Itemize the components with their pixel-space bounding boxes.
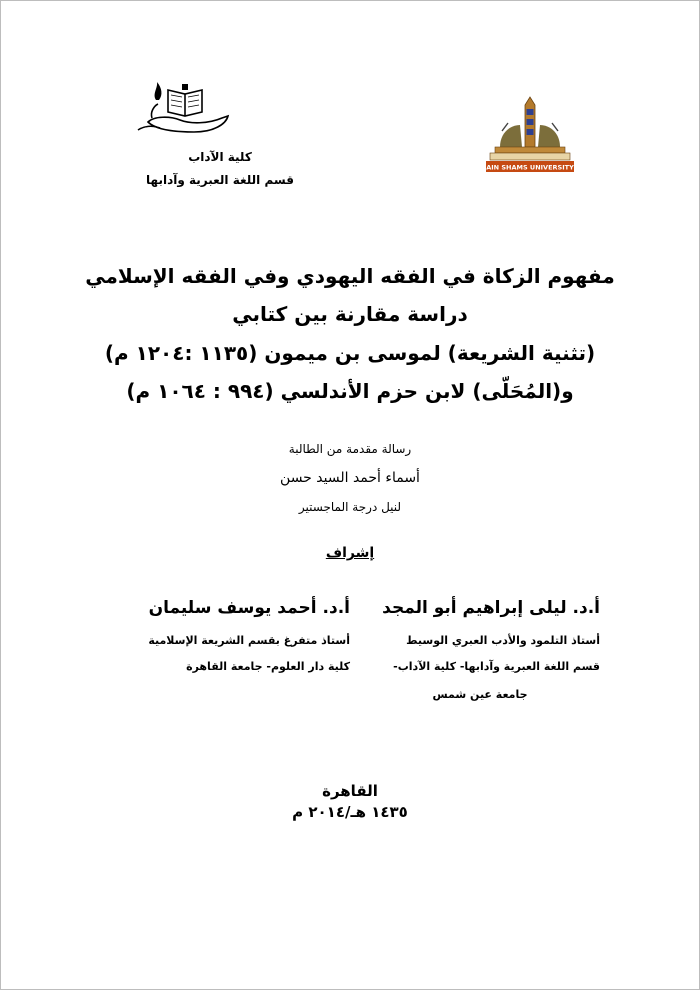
presented-by: رسالة مقدمة من الطالبة (288, 442, 412, 456)
faculty-name: كلية الآداب (188, 150, 252, 164)
supervisor-2-name: أ.د. أحمد يوسف سليمان (148, 598, 350, 618)
degree: لنيل درجة الماجستير (298, 500, 402, 514)
title-line-2: دراسة مقارنة بين كتابي (232, 302, 468, 326)
faculty-of-arts-logo (130, 78, 240, 138)
supervisor-1-department: قسم اللغة العبرية وآدابها- كلية الآداب- (393, 660, 600, 673)
supervisor-1-university: جامعة عين شمس (432, 688, 528, 701)
student-name: أسماء أحمد السيد حسن (280, 470, 420, 486)
supervisor-1-name: أ.د. ليلى إبراهيم أبو المجد (382, 598, 600, 618)
title-line-1: مفهوم الزكاة في الفقه اليهودي وفي الفقه الإسلامي (85, 264, 615, 288)
department-name: قسم اللغة العبرية وآدابها (146, 173, 294, 187)
title-line-3: (تثنية الشريعة) لموسى بن ميمون (١١٣٥ :١٢٠٤ م) (104, 341, 596, 365)
title-line-4: و(المُحَلّى) لابن حزم الأندلسي (٩٩٤ : ١٠٦٤ م) (126, 379, 574, 403)
supervisor-2-title: أستاذ متفرغ بقسم الشريعة الإسلامية (148, 634, 350, 647)
city: القاهرة (322, 782, 378, 800)
flame-icon (155, 82, 162, 100)
supervisor-2-affiliation: كلية دار العلوم- جامعة القاهرة (186, 660, 350, 673)
supervision-heading: إشراف (325, 545, 375, 561)
supervisor-1-title: أستاذ التلمود والأدب العبري الوسيط (406, 634, 600, 647)
date: ١٤٣٥ هـ/٢٠١٤ م (292, 803, 408, 821)
ain-shams-university-logo (480, 95, 580, 175)
logo-banner-text: AIN SHAMS UNIVERSITY (486, 163, 574, 172)
